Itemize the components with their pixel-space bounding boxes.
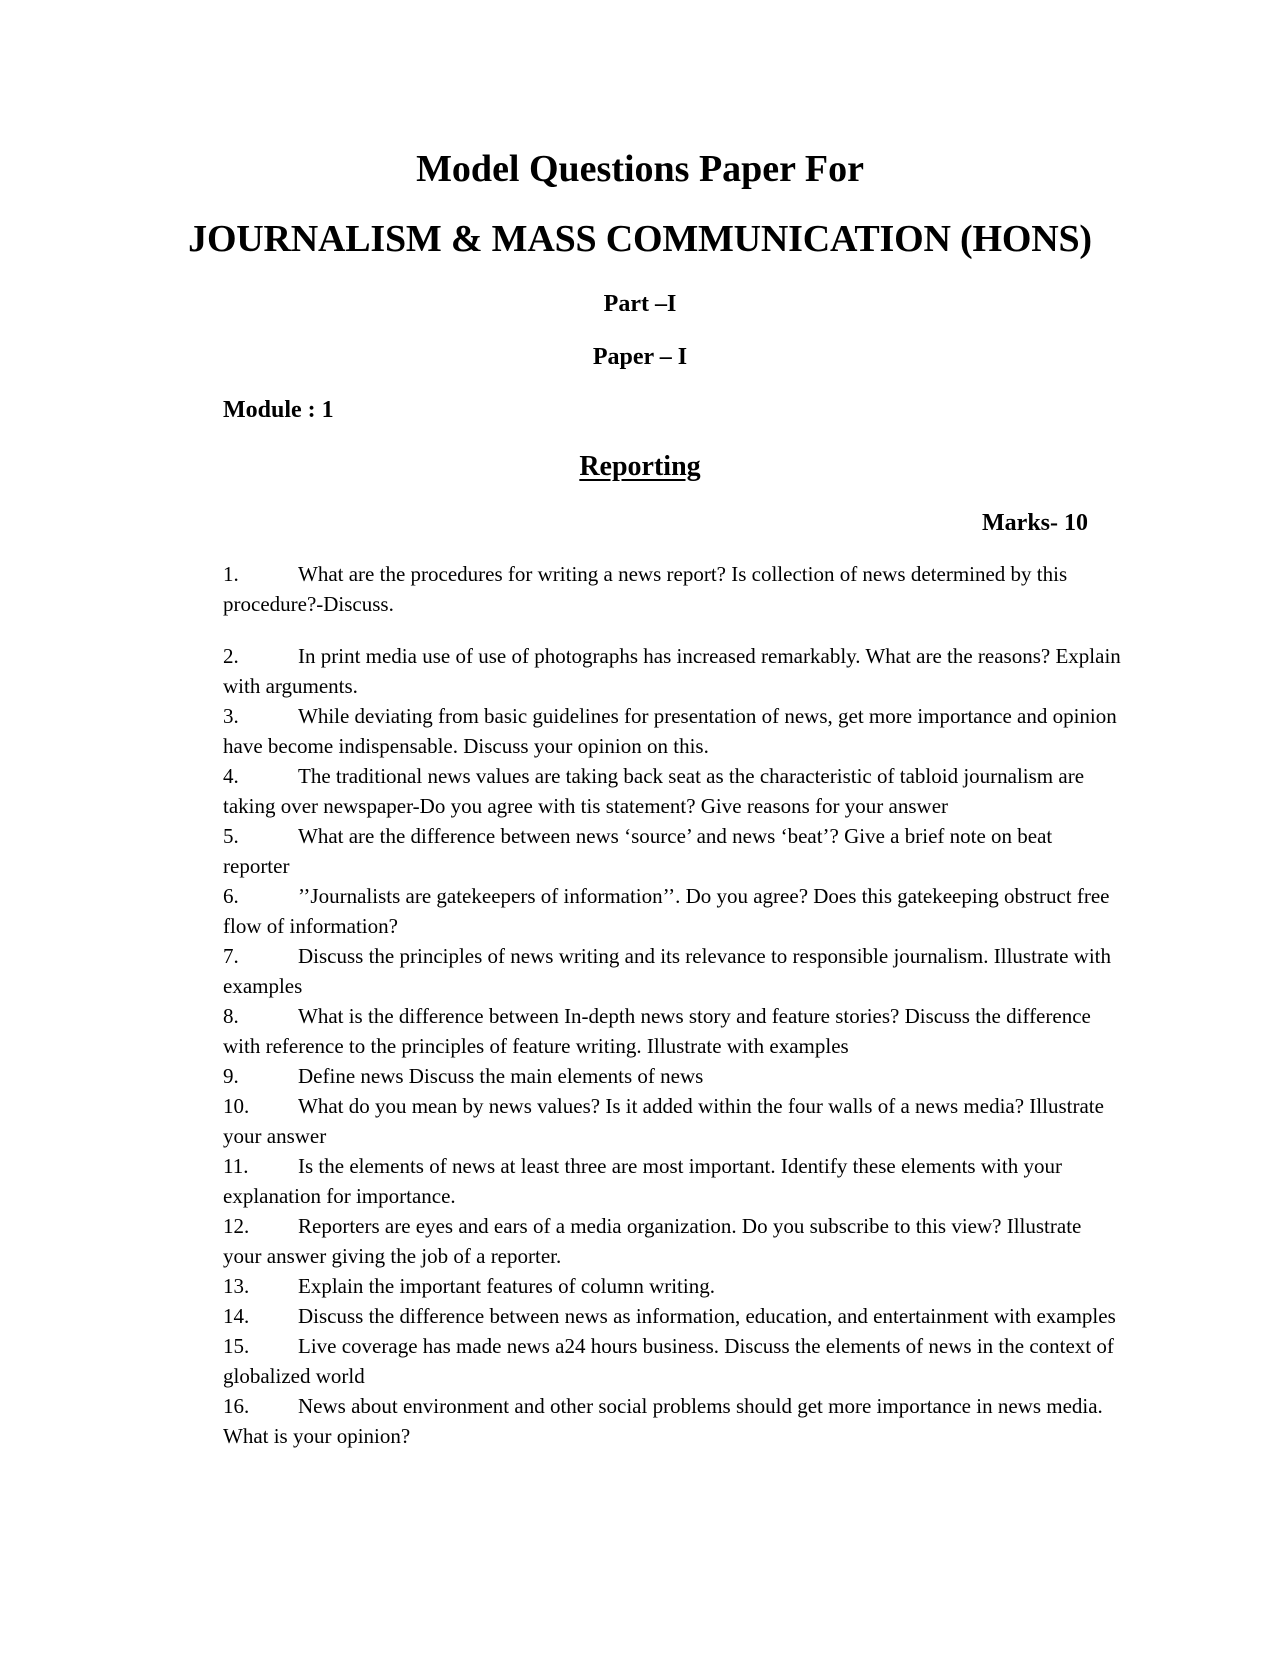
question-item	[223, 1331, 1123, 1391]
question-text: Live coverage has made news a24 hours business. Discuss the elements of news in the context of globalized world	[223, 1334, 1114, 1388]
question-number: 6.	[223, 884, 239, 908]
question-number: 10.	[223, 1094, 250, 1118]
question-text: What are the difference between news ‘source’ and news ‘beat’? Give a brief note on beat reporter	[223, 824, 1053, 878]
question-text: The traditional news values are taking back seat as the characteristic of tabloid journalism are taking over newspaper-Do you agree with tis statement? Give reasons for your answer	[223, 764, 1085, 818]
question-text: While deviating from basic guidelines for presentation of news, get more importance and opinion have become indispensable. Discuss your opinion on this.	[223, 704, 1117, 758]
section-heading	[0, 450, 1280, 484]
question-text: Define news Discuss the main elements of news	[298, 1064, 704, 1088]
question-number: 4.	[223, 764, 239, 788]
paper-label: Paper – I	[592, 344, 688, 370]
question-number: 16.	[223, 1394, 250, 1418]
question-text: What do you mean by news values? Is it added within the four walls of a news media? Illustrate your answer	[223, 1094, 1104, 1148]
question-item	[223, 1391, 1123, 1451]
question-text: Explain the important features of column writing.	[298, 1274, 715, 1298]
question-item	[223, 821, 1123, 881]
question-list	[223, 559, 1123, 1451]
question-item	[223, 1091, 1123, 1151]
course-title: JOURNALISM & MASS COMMUNICATION (HONS)	[188, 218, 1092, 260]
question-text: Discuss the principles of news writing and its relevance to responsible journalism. Illustrate with examples	[223, 944, 1111, 998]
question-item	[223, 1001, 1123, 1061]
question-text: What are the procedures for writing a news report? Is collection of news determined by this procedure?-Discuss.	[223, 562, 1068, 616]
question-number: 9.	[223, 1064, 239, 1088]
question-item	[223, 881, 1123, 941]
question-number: 3.	[223, 704, 239, 728]
question-text: News about environment and other social problems should get more importance in news media. What is your opinion?	[223, 1394, 1103, 1448]
question-item	[223, 559, 1123, 619]
question-item	[223, 641, 1123, 701]
question-number: 14.	[223, 1304, 250, 1328]
question-text: What is the difference between In-depth news story and feature stories? Discuss the difference with reference to the principles of feature writing. Illustrate with examples	[223, 1004, 1091, 1058]
question-item	[223, 701, 1123, 761]
module-label: Module : 1	[223, 397, 334, 423]
question-text: Reporters are eyes and ears of a media organization. Do you subscribe to this view? Illustrate your answer giving the job of a reporter.	[223, 1214, 1082, 1268]
question-number: 11.	[223, 1154, 249, 1178]
question-text: In print media use of use of photographs has increased remarkably. What are the reasons? Explain with arguments.	[223, 644, 1121, 698]
document-title: Model Questions Paper For	[416, 148, 864, 190]
question-item	[223, 1211, 1123, 1271]
question-number: 7.	[223, 944, 239, 968]
part-label: Part –I	[603, 291, 677, 317]
question-number: 8.	[223, 1004, 239, 1028]
question-number: 5.	[223, 824, 239, 848]
question-number: 15.	[223, 1334, 250, 1358]
question-number: 12.	[223, 1214, 250, 1238]
question-item	[223, 1271, 1123, 1301]
question-item	[223, 1061, 1123, 1091]
question-item	[223, 1151, 1123, 1211]
marks-label: Marks- 10	[982, 510, 1088, 536]
question-text: Discuss the difference between news as information, education, and entertainment with examples	[298, 1304, 1116, 1328]
section-heading-text: Reporting	[579, 451, 701, 482]
question-text: Is the elements of news at least three are most important. Identify these elements with your explanation for importance.	[223, 1154, 1062, 1208]
question-number: 2.	[223, 644, 239, 668]
question-text: ’’Journalists are gatekeepers of information’’. Do you agree? Does this gatekeeping obstruct free flow of information?	[223, 884, 1110, 938]
question-item	[223, 1301, 1123, 1331]
question-item	[223, 941, 1123, 1001]
question-number: 13.	[223, 1274, 250, 1298]
question-item	[223, 761, 1123, 821]
question-number: 1.	[223, 562, 239, 586]
